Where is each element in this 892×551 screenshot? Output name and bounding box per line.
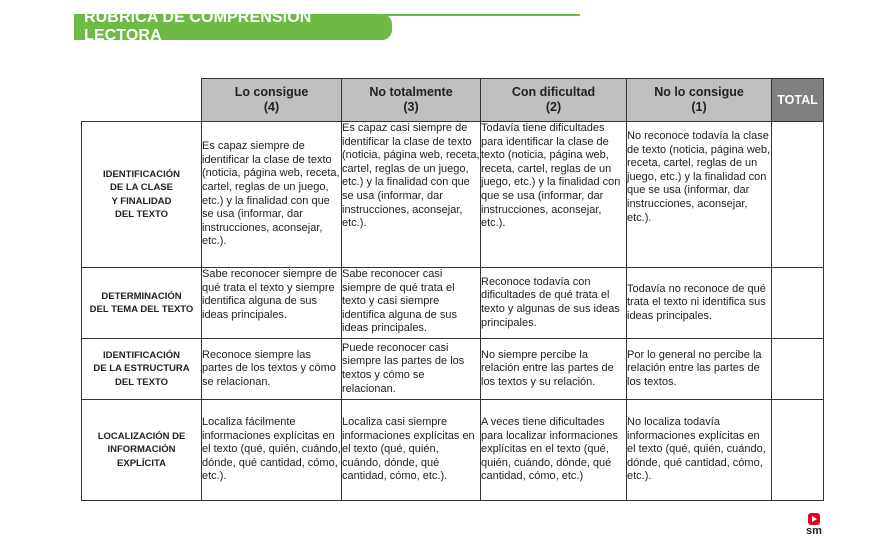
table-row	[82, 400, 824, 501]
total-cell	[772, 268, 824, 339]
column-label: No totalmente	[369, 85, 453, 99]
column-header-4	[202, 79, 342, 122]
criterion-line: DEL TEXTO	[115, 209, 168, 220]
sm-logo-icon	[808, 513, 820, 525]
descriptor-cell: Por lo general no percibe la relación entre las partes de los textos.	[627, 339, 772, 400]
corner-cell	[82, 79, 202, 122]
criterion-cell	[82, 339, 202, 400]
criterion-line: DE LA CLASE	[110, 182, 173, 193]
column-header-2	[481, 79, 627, 122]
sm-logo	[805, 513, 823, 543]
criterion-line: DEL TEXTO	[115, 376, 168, 388]
descriptor-cell: No siempre percibe la relación entre las partes de los textos y su relación.	[481, 339, 627, 400]
title-banner	[74, 9, 392, 44]
table-row	[82, 122, 824, 268]
column-score: (4)	[263, 100, 280, 114]
column-header-3	[342, 79, 481, 122]
descriptor-cell: Reconoce todavía con dificultades de qué trata el texto y algunas de sus ideas principales.	[481, 268, 627, 339]
page-title: RÚBRICA DE COMPRENSIÓN LECTORA	[84, 9, 312, 44]
criterion-line: DEL TEMA DEL TEXTO	[89, 304, 194, 315]
total-cell	[772, 400, 824, 501]
descriptor-cell: Sabe reconocer siempre de qué trata el texto y siempre identifica alguna de sus ideas principales.	[202, 268, 342, 339]
total-header: TOTAL	[772, 79, 824, 122]
table-row	[82, 339, 824, 400]
criterion-line: DE LA ESTRUCTURA	[93, 363, 190, 375]
column-score: (2)	[545, 100, 562, 114]
column-score: (1)	[691, 100, 707, 114]
descriptor-cell: Es capaz casi siempre de identificar la clase de texto (noticia, página web, receta, cartel, reglas de un juego, etc.) y la finalidad con que se usa (informar, dar instrucciones, aconsejar, etc.).	[342, 122, 481, 268]
criterion-cell	[82, 122, 202, 268]
criterion-line: Y FINALIDAD	[111, 195, 172, 207]
table-row	[82, 268, 824, 339]
criterion-cell	[82, 400, 202, 501]
descriptor-cell: Sabe reconocer casi siempre de qué trata el texto y casi siempre identifica alguna de sus ideas principales.	[342, 268, 481, 339]
criterion-cell	[82, 268, 202, 339]
descriptor-cell: Todavía tiene dificultades para identificar la clase de texto (noticia, página web, receta, cartel, reglas de un juego, etc.) y la finalidad con que se usa (informar, dar instrucciones, aconsejar, etc.).	[481, 122, 627, 268]
rubric-table	[81, 78, 824, 501]
header-row	[82, 79, 824, 122]
criterion-line: INFORMACIÓN	[107, 444, 176, 456]
descriptor-cell: Puede reconocer casi siempre las partes de los textos y cómo se relacionan.	[342, 339, 481, 400]
descriptor-cell: A veces tiene dificultades para localizar informaciones explícitas en el texto (qué, quién, cuándo, dónde, qué cantidad, cómo, etc.)	[481, 400, 627, 501]
criterion-line: EXPLÍCITA	[117, 457, 166, 469]
column-label: Con dificultad	[511, 85, 596, 99]
descriptor-cell: Reconoce siempre las partes de los textos y cómo se relacionan.	[202, 339, 342, 400]
column-label: No lo consigue	[654, 85, 744, 99]
total-cell	[772, 339, 824, 400]
descriptor-cell: Es capaz siempre de identificar la clase de texto (noticia, página web, receta, cartel, reglas de un juego, etc.) y la finalidad con que se usa (informar, dar instrucciones, aconsejar, etc.).	[202, 122, 342, 268]
descriptor-cell: Todavía no reconoce de qué trata el texto ni identifica sus ideas principales.	[627, 268, 772, 339]
criterion-line: LOCALIZACIÓN DE	[97, 430, 186, 442]
criterion-line: IDENTIFICACIÓN	[102, 168, 181, 180]
logo-text: sm	[806, 525, 822, 537]
descriptor-cell: Localiza fácilmente informaciones explícitas en el texto (qué, quién, cuándo, dónde, qué cantidad, cómo, etc.).	[202, 400, 342, 501]
column-label: Lo consigue	[234, 85, 309, 99]
title-underline	[384, 14, 580, 16]
descriptor-cell: No localiza todavía informaciones explícitas en el texto (qué, quién, cuándo, dónde, qué cantidad, cómo, etc.).	[627, 400, 772, 501]
total-cell	[772, 122, 824, 268]
descriptor-cell: No reconoce todavía la clase de texto (noticia, página web, receta, cartel, reglas de un juego, etc.) y la finalidad con que se usa (informar, dar instrucciones, aconsejar, etc.).	[627, 122, 772, 268]
column-score: (3)	[403, 100, 419, 114]
criterion-line: IDENTIFICACIÓN	[102, 349, 181, 361]
column-header-1	[627, 79, 772, 122]
criterion-line: DETERMINACIÓN	[101, 290, 182, 302]
descriptor-cell: Localiza casi siempre informaciones explícitas en el texto (qué, quién, cuándo, dónde, qué cantidad, cómo, etc.).	[342, 400, 481, 501]
